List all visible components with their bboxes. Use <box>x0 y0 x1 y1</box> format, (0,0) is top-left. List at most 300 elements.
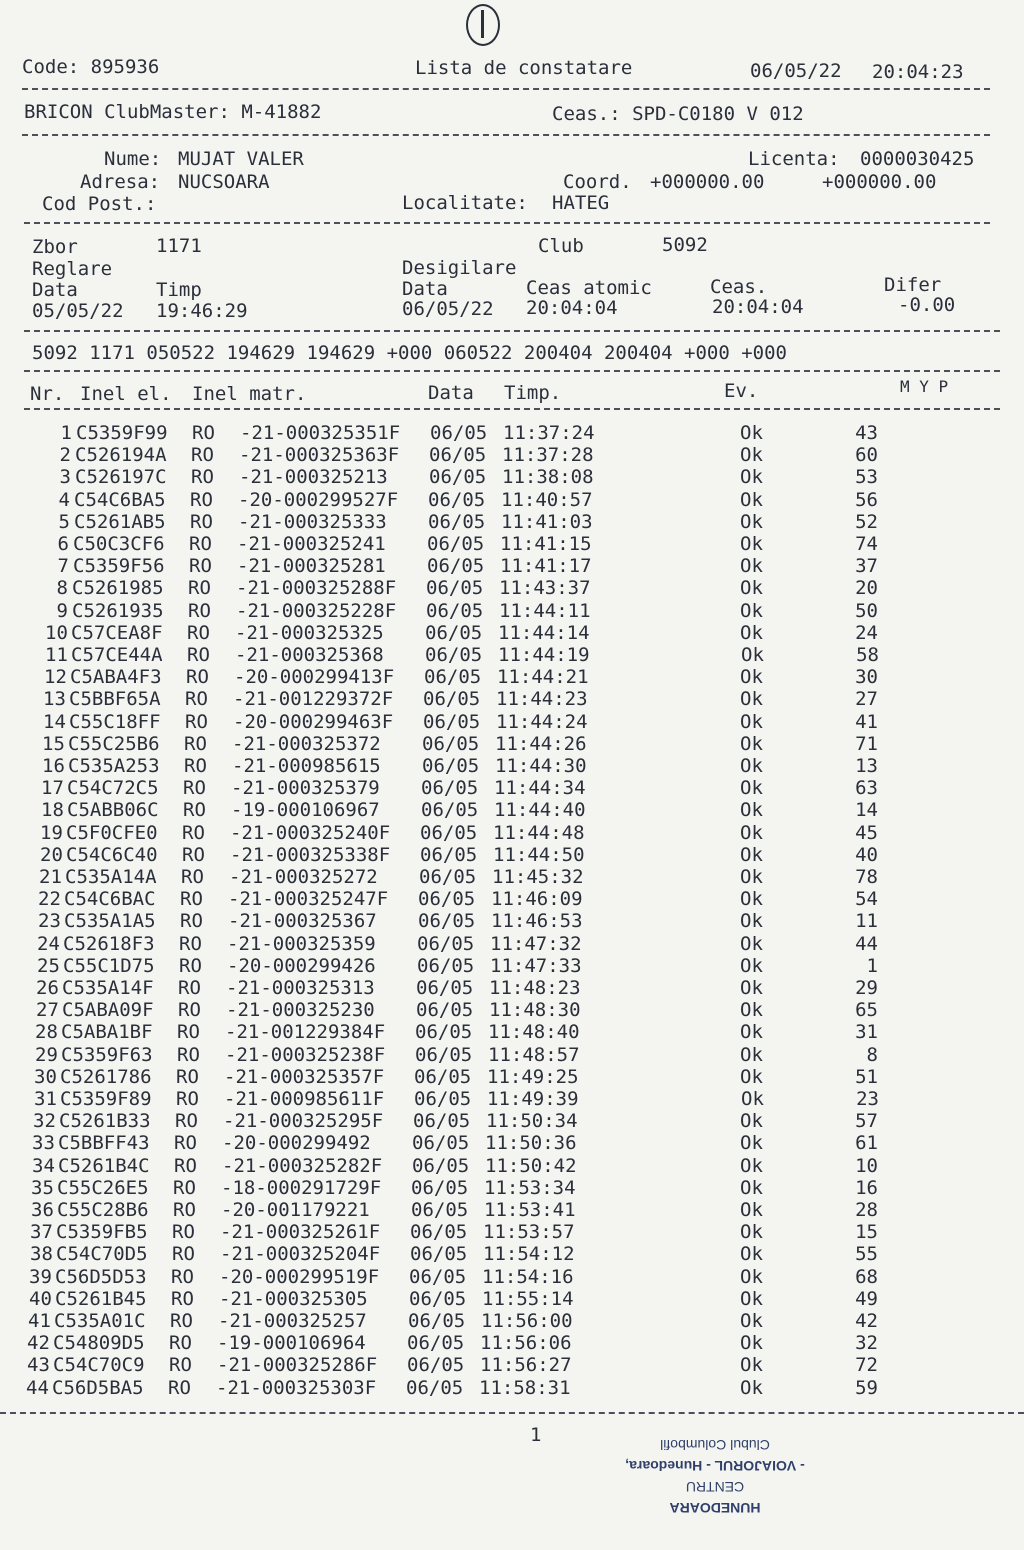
cell-time: 11:44:34 <box>494 777 586 800</box>
cell-nr: 42 <box>27 1332 50 1355</box>
cell-inel-el: C5261935 <box>72 599 164 622</box>
cell-inel-matr: -21-000325281 <box>237 555 386 578</box>
cell-country: RO <box>188 577 211 600</box>
cell-country: RO <box>180 910 203 933</box>
cell-inel-matr: -21-000325204F <box>220 1243 381 1266</box>
cell-country: RO <box>171 1287 194 1310</box>
cell-myp: 28 <box>855 1199 878 1221</box>
reglare-timp-label: Timp <box>156 279 202 301</box>
cell-nr: 38 <box>30 1243 53 1266</box>
cell-myp: 11 <box>855 910 878 933</box>
cell-nr: 41 <box>28 1310 51 1332</box>
cell-inel-el: C535A253 <box>68 755 160 777</box>
cell-time: 11:44:30 <box>495 755 587 777</box>
cell-inel-matr: -21-000325313 <box>226 977 375 999</box>
stamp-line: Clubul Columbofil <box>660 1437 770 1453</box>
cell-myp: 45 <box>855 821 878 844</box>
cell-inel-el: C5ABA4F3 <box>70 666 162 689</box>
cell-inel-el: C55C1D75 <box>63 954 155 977</box>
cell-ev: Ok <box>740 422 763 444</box>
cell-country: RO <box>180 888 203 911</box>
divider <box>24 408 1000 410</box>
cell-country: RO <box>189 555 212 578</box>
cell-nr: 32 <box>33 1110 56 1133</box>
cell-ev: Ok <box>740 932 763 955</box>
cell-country: RO <box>185 688 208 711</box>
cell-nr: 5 <box>58 510 70 533</box>
club-value: 5092 <box>662 234 708 256</box>
cell-inel-matr: -20-000299492 <box>222 1132 371 1155</box>
coord-label: Coord. <box>563 171 632 193</box>
cell-inel-el: C5261985 <box>72 577 164 600</box>
cell-date: 06/05 <box>426 599 484 622</box>
header-time: 20:04:23 <box>872 61 964 83</box>
cell-time: 11:44:14 <box>498 621 590 644</box>
cell-ev: Ok <box>740 732 763 755</box>
cell-myp: 49 <box>855 1287 878 1310</box>
cell-nr: 14 <box>43 710 66 733</box>
cell-ev: Ok <box>740 1221 763 1244</box>
table-row <box>0 733 1024 755</box>
cell-myp: 44 <box>855 932 878 955</box>
table-row <box>0 622 1024 644</box>
cell-nr: 29 <box>35 1043 58 1066</box>
cell-ev: Ok <box>740 1065 763 1088</box>
difer-value: -0.00 <box>898 294 956 316</box>
table-row <box>0 466 1024 488</box>
cell-date: 06/05 <box>425 621 483 644</box>
name-label: Nume: <box>104 148 162 170</box>
cell-ev: Ok <box>740 688 763 711</box>
table-row <box>0 1221 1024 1243</box>
cell-nr: 35 <box>31 1176 54 1199</box>
cell-ev: Ok <box>740 1021 763 1044</box>
cell-nr: 3 <box>59 466 71 489</box>
cell-nr: 4 <box>58 488 70 511</box>
cell-date: 06/05 <box>417 932 475 955</box>
cell-country: RO <box>172 1243 195 1266</box>
cell-time: 11:41:15 <box>500 533 592 555</box>
cell-nr: 26 <box>36 977 59 999</box>
cell-country: RO <box>184 755 207 777</box>
cell-date: 06/05 <box>425 644 483 666</box>
table-row <box>0 755 1024 777</box>
reglare-time: 19:46:29 <box>156 300 248 322</box>
divider <box>24 222 990 224</box>
cell-time: 11:38:08 <box>502 466 594 489</box>
cell-date: 06/05 <box>428 510 486 533</box>
cell-date: 06/05 <box>426 577 484 600</box>
cell-ev: Ok <box>740 1154 763 1177</box>
cell-country: RO <box>174 1132 197 1155</box>
cell-inel-el: C526194A <box>75 444 167 467</box>
divider <box>22 88 990 90</box>
cell-myp: 68 <box>855 1265 878 1288</box>
cell-myp: 40 <box>855 843 878 866</box>
cell-ev: Ok <box>740 488 763 511</box>
table-row <box>0 444 1024 466</box>
cell-inel-el: C5359F89 <box>60 1088 152 1110</box>
cell-inel-el: C55C26E5 <box>57 1176 149 1199</box>
license-label: Licenta: <box>748 148 840 170</box>
ceas-time: 20:04:04 <box>712 296 804 318</box>
cell-ev: Ok <box>740 1043 763 1066</box>
table-row <box>0 866 1024 888</box>
cell-nr: 43 <box>27 1354 50 1377</box>
cell-date: 06/05 <box>412 1154 470 1177</box>
col-inel-matr: Inel matr. <box>192 383 307 405</box>
cell-inel-el: C54C6C40 <box>66 843 158 866</box>
cell-inel-el: C5F0CFE0 <box>66 821 158 844</box>
cell-date: 06/05 <box>415 1043 473 1066</box>
page-title: Lista de constatare <box>415 57 633 79</box>
license-value: 0000030425 <box>860 148 975 170</box>
cell-inel-matr: -21-000325241 <box>237 533 386 555</box>
address-value: NUCSOARA <box>178 171 270 193</box>
cell-inel-matr: -21-001229384F <box>225 1021 386 1044</box>
cell-inel-matr: -21-000325303F <box>216 1376 377 1399</box>
stamp-line: CENTRU <box>685 1479 745 1495</box>
cell-time: 11:54:12 <box>483 1243 575 1266</box>
cell-country: RO <box>183 777 206 800</box>
logo-icon <box>466 4 500 46</box>
cell-myp: 52 <box>855 510 878 533</box>
table-row <box>0 600 1024 622</box>
cell-nr: 24 <box>37 932 60 955</box>
cell-date: 06/05 <box>422 755 480 777</box>
cell-myp: 14 <box>855 799 878 822</box>
cell-inel-matr: -21-001229372F <box>233 688 394 711</box>
table-row <box>0 577 1024 599</box>
cell-myp: 61 <box>855 1132 878 1155</box>
cell-time: 11:45:32 <box>492 866 584 888</box>
cell-country: RO <box>173 1176 196 1199</box>
cell-date: 06/05 <box>421 799 479 822</box>
cell-time: 11:48:23 <box>489 977 581 999</box>
table-row <box>0 1044 1024 1066</box>
cell-nr: 31 <box>34 1088 57 1110</box>
cell-ev: Ok <box>740 954 763 977</box>
cell-ev: Ok <box>740 910 763 933</box>
table-row <box>0 1243 1024 1265</box>
zbor-label: Zbor <box>32 236 78 258</box>
cell-inel-matr: -21-000985615 <box>232 755 381 777</box>
col-myp: M Y P <box>900 377 949 396</box>
table-row <box>0 777 1024 799</box>
cell-myp: 60 <box>855 444 878 467</box>
address-label: Adresa: <box>80 171 161 193</box>
cell-myp: 20 <box>855 577 878 600</box>
cell-ev: Ok <box>740 799 763 822</box>
reglare-data-label: Data <box>32 279 78 301</box>
cell-inel-matr: -21-000325240F <box>230 821 391 844</box>
cell-country: RO <box>177 1021 200 1044</box>
cell-country: RO <box>172 1221 195 1244</box>
cell-myp: 54 <box>855 888 878 911</box>
cell-myp: 78 <box>855 866 878 888</box>
cell-nr: 30 <box>34 1065 57 1088</box>
clubmaster-label: BRICON ClubMaster: M-41882 <box>24 101 322 123</box>
table-row <box>0 955 1024 977</box>
cell-date: 06/05 <box>418 888 476 911</box>
cell-country: RO <box>179 932 202 955</box>
cell-inel-matr: -21-000325230 <box>226 999 375 1022</box>
cell-inel-matr: -21-000325257 <box>218 1310 367 1332</box>
cell-inel-el: C56D5D53 <box>55 1265 147 1288</box>
reglare-date: 05/05/22 <box>32 300 124 322</box>
cell-nr: 33 <box>32 1132 55 1155</box>
table-row <box>0 711 1024 733</box>
cell-time: 11:56:00 <box>481 1310 573 1332</box>
col-nr: Nr. <box>30 383 65 405</box>
cell-myp: 16 <box>855 1176 878 1199</box>
cell-inel-el: C5261AB5 <box>74 510 166 533</box>
cell-country: RO <box>188 599 211 622</box>
club-stamp <box>590 1418 840 1518</box>
cell-time: 11:47:33 <box>490 954 582 977</box>
cell-country: RO <box>176 1088 199 1110</box>
cell-nr: 20 <box>40 843 63 866</box>
table-row <box>0 799 1024 821</box>
desigilare-data-label: Data <box>402 278 448 300</box>
divider <box>24 330 1000 332</box>
cell-inel-matr: -21-000325282F <box>222 1154 383 1177</box>
table-row <box>0 1066 1024 1088</box>
cell-time: 11:49:25 <box>487 1065 579 1088</box>
cell-country: RO <box>179 954 202 977</box>
coord-x: +000000.00 <box>650 171 765 193</box>
cell-myp: 15 <box>855 1221 878 1244</box>
cell-inel-el: C57CEA8F <box>71 621 163 644</box>
cell-myp: 37 <box>855 555 878 578</box>
table-row <box>0 933 1024 955</box>
cell-date: 06/05 <box>413 1110 471 1133</box>
cell-date: 06/05 <box>406 1376 464 1399</box>
cell-time: 11:53:34 <box>484 1176 576 1199</box>
cell-inel-el: C54C70C9 <box>53 1354 145 1377</box>
cell-ev: Ok <box>741 1088 764 1110</box>
cell-date: 06/05 <box>414 1065 472 1088</box>
cell-myp: 43 <box>855 422 878 444</box>
cell-time: 11:44:26 <box>495 732 587 755</box>
table-row <box>0 1177 1024 1199</box>
cell-myp: 71 <box>855 732 878 755</box>
cell-inel-matr: -21-000325272 <box>229 866 378 888</box>
cell-nr: 15 <box>42 732 65 755</box>
cell-ev: Ok <box>740 866 763 888</box>
cell-myp: 58 <box>856 644 879 666</box>
cell-date: 06/05 <box>429 444 487 467</box>
cell-ev: Ok <box>740 821 763 844</box>
cell-ev: Ok <box>740 666 763 689</box>
cell-inel-el: C5359F99 <box>76 422 168 444</box>
cell-date: 06/05 <box>428 488 486 511</box>
cell-inel-el: C535A14A <box>65 866 157 888</box>
table-row <box>0 1021 1024 1043</box>
cell-date: 06/05 <box>411 1176 469 1199</box>
cell-inel-el: C54809D5 <box>53 1332 145 1355</box>
cell-inel-el: C5261B45 <box>55 1287 147 1310</box>
cell-date: 06/05 <box>407 1354 465 1377</box>
stamp-line: HUNEDOARA <box>669 1500 761 1516</box>
cell-country: RO <box>176 1065 199 1088</box>
cell-nr: 12 <box>44 666 67 689</box>
cell-time: 11:53:41 <box>484 1199 576 1221</box>
cell-nr: 6 <box>57 533 69 555</box>
cell-time: 11:48:57 <box>488 1043 580 1066</box>
cell-inel-matr: -21-000325363F <box>239 444 400 467</box>
cell-country: RO <box>184 732 207 755</box>
cell-nr: 11 <box>45 644 68 666</box>
cell-time: 11:48:40 <box>488 1021 580 1044</box>
cell-time: 11:44:23 <box>496 688 588 711</box>
cell-nr: 2 <box>59 444 71 467</box>
table-row <box>0 1155 1024 1177</box>
cell-ev: Ok <box>740 999 763 1022</box>
table-row <box>0 1088 1024 1110</box>
cell-inel-el: C5359F63 <box>61 1043 153 1066</box>
table-row <box>0 555 1024 577</box>
cell-nr: 16 <box>42 755 65 777</box>
atomic-label: Ceas atomic <box>526 277 652 299</box>
cell-inel-el: C5BBFF43 <box>58 1132 150 1155</box>
cell-inel-el: C5359F56 <box>73 555 165 578</box>
cell-inel-matr: -21-000325288F <box>236 577 397 600</box>
cell-ev: Ok <box>740 888 763 911</box>
cell-nr: 17 <box>41 777 64 800</box>
ceas-label: Ceas. <box>710 276 768 298</box>
cell-nr: 18 <box>41 799 64 822</box>
cell-country: RO <box>189 533 212 555</box>
cell-nr: 10 <box>45 621 68 644</box>
cell-inel-matr: -21-000325238F <box>225 1043 386 1066</box>
table-row <box>0 644 1024 666</box>
cell-inel-el: C57CE44A <box>71 644 163 666</box>
cell-date: 06/05 <box>410 1221 468 1244</box>
cell-inel-matr: -21-000325295F <box>223 1110 384 1133</box>
cell-ev: Ok <box>740 755 763 777</box>
cell-ev: Ok <box>740 1354 763 1377</box>
cell-myp: 53 <box>855 466 878 489</box>
table-row <box>0 1288 1024 1310</box>
desigilare-date: 06/05/22 <box>402 298 494 320</box>
club-label: Club <box>538 235 584 257</box>
cell-date: 06/05 <box>417 954 475 977</box>
cell-myp: 42 <box>855 1310 878 1332</box>
cell-time: 11:46:53 <box>491 910 583 933</box>
table-row <box>0 489 1024 511</box>
cell-country: RO <box>190 488 213 511</box>
cell-inel-matr: -20-000299463F <box>233 710 394 733</box>
cell-ev: Ok <box>741 644 764 666</box>
cell-time: 11:40:57 <box>501 488 593 511</box>
cell-date: 06/05 <box>412 1132 470 1155</box>
cell-date: 06/05 <box>420 843 478 866</box>
cell-date: 06/05 <box>427 533 485 555</box>
table-row <box>0 910 1024 932</box>
col-timp: Timp. <box>504 382 562 404</box>
table-row <box>0 422 1024 444</box>
cell-date: 06/05 <box>429 466 487 489</box>
table-row <box>0 1332 1024 1354</box>
reglare-label: Reglare <box>32 258 113 280</box>
header-date: 06/05/22 <box>750 60 842 82</box>
cell-date: 06/05 <box>408 1310 466 1332</box>
cell-time: 11:46:09 <box>491 888 583 911</box>
summary-line: 5092 1171 050522 194629 194629 +000 060522 200404 200404 +000 +000 <box>32 342 787 364</box>
cell-time: 11:41:17 <box>500 555 592 578</box>
cell-myp: 74 <box>855 533 878 555</box>
cell-time: 11:37:24 <box>503 422 595 444</box>
cell-country: RO <box>178 999 201 1022</box>
cell-country: RO <box>191 444 214 467</box>
cell-date: 06/05 <box>424 666 482 689</box>
table-row <box>0 533 1024 555</box>
cell-date: 06/05 <box>407 1332 465 1355</box>
divider <box>0 1412 1024 1414</box>
cell-inel-el: C55C28B6 <box>57 1199 149 1221</box>
cell-inel-matr: -21-000325368 <box>235 644 384 666</box>
cell-country: RO <box>175 1110 198 1133</box>
divider <box>24 370 1000 372</box>
cell-date: 06/05 <box>416 977 474 999</box>
cell-nr: 36 <box>31 1199 54 1221</box>
cell-ev: Ok <box>740 1287 763 1310</box>
cell-inel-matr: -21-000325286F <box>217 1354 378 1377</box>
cell-country: RO <box>192 422 215 444</box>
cell-inel-matr: -21-000325338F <box>230 843 391 866</box>
cell-ev: Ok <box>740 710 763 733</box>
cell-inel-el: C5ABA1BF <box>61 1021 153 1044</box>
cell-date: 06/05 <box>409 1265 467 1288</box>
cell-time: 11:37:28 <box>502 444 594 467</box>
cell-date: 06/05 <box>409 1287 467 1310</box>
cell-inel-matr: -21-000325359 <box>227 932 376 955</box>
cell-date: 06/05 <box>410 1243 468 1266</box>
cell-inel-matr: -19-000106967 <box>231 799 380 822</box>
cell-ev: Ok <box>740 1199 763 1221</box>
cell-myp: 55 <box>855 1243 878 1266</box>
cell-inel-el: C54C70D5 <box>56 1243 148 1266</box>
cell-time: 11:47:32 <box>490 932 582 955</box>
cell-inel-matr: -21-000325213 <box>239 466 388 489</box>
cell-inel-matr: -21-000325333 <box>238 510 387 533</box>
cell-date: 06/05 <box>421 777 479 800</box>
cell-date: 06/05 <box>411 1199 469 1221</box>
cell-myp: 29 <box>855 977 878 999</box>
cell-country: RO <box>170 1310 193 1332</box>
table-row <box>0 666 1024 688</box>
table-row <box>0 999 1024 1021</box>
cell-inel-el: C50C3CF6 <box>73 533 165 555</box>
difer-label: Difer <box>884 274 942 296</box>
cell-inel-el: C526197C <box>75 466 167 489</box>
cell-inel-el: C54C6BAC <box>64 888 156 911</box>
cell-inel-matr: -20-001179221 <box>221 1199 370 1221</box>
cell-date: 06/05 <box>418 910 476 933</box>
code-label: Code: 895936 <box>22 56 160 78</box>
cell-inel-matr: -21-000985611F <box>224 1088 385 1110</box>
cell-date: 06/05 <box>416 999 474 1022</box>
cell-nr: 37 <box>30 1221 53 1244</box>
cell-nr: 25 <box>37 954 60 977</box>
cell-inel-el: C5BBF65A <box>69 688 161 711</box>
cell-inel-matr: -18-000291729F <box>221 1176 382 1199</box>
cell-nr: 21 <box>39 866 62 888</box>
clock-label: Ceas.: SPD-C0180 V 012 <box>552 103 804 125</box>
cell-nr: 13 <box>43 688 66 711</box>
cell-ev: Ok <box>740 577 763 600</box>
